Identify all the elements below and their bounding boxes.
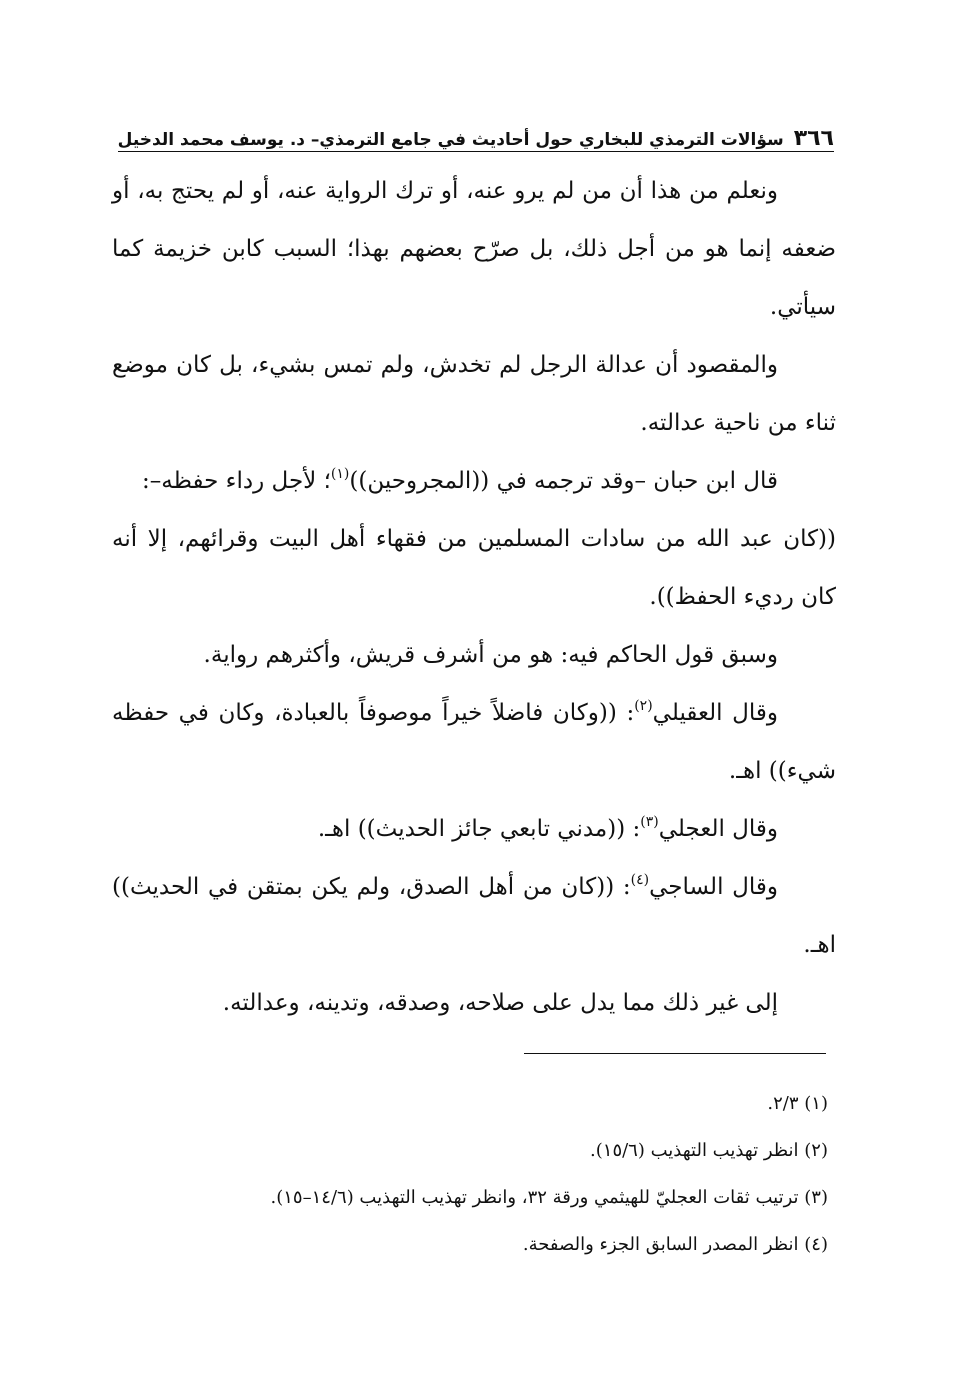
footnote: (٢) انظر تهذيب التهذيب (١٥/٦). [590,1140,828,1161]
footnote-marker: (٢) [634,698,653,714]
paragraph [112,684,836,800]
footnote-divider [524,1053,826,1054]
paragraph: وسبق قول الحاكم فيه: هو من أشرف قريش، وأكثرهم رواية. [203,642,778,668]
quotation: ((كان عبد الله من سادات المسلمين من فقهاء أهل البيت وقرائهم، إلا أنه كان رديء الحفظ)). [112,526,836,610]
page-number: ٣٦٦ [793,126,834,151]
paragraph-text: وقال العقيلي [652,700,778,726]
paragraph [112,858,836,974]
running-header [118,110,834,150]
footnote: (٣) ترتيب ثقات العجليّ للهيثمي ورقة ٣٢، وانظر تهذيب التهذيب (١٤/٦–١٥). [270,1187,828,1208]
paragraph: والمقصود أن عدالة الرجل لم تخدش، ولم تمس بشيء، بل كان موضع ثناء من ناحية عدالته. [112,352,836,436]
paragraph [112,452,836,510]
paragraph-text: : ((مدني تابعي جائز الحديث)) اهـ. [317,816,641,842]
paragraph-text: قال ابن حبان –وقد ترجمه في ((المجروحين)) [349,468,778,494]
footnote: (٤) انظر المصدر السابق الجزء والصفحة. [522,1234,828,1255]
paragraph-text: وقال الساجي [649,874,778,900]
footnote-marker: (٤) [630,872,650,888]
paragraph: ونعلم من هذا أن من لم يرو عنه، أو ترك الرواية عنه، أو لم يحتج به، أو ضعفه إنما هو من أجل ذلك، بل صرّح بعضهم بهذا؛ السبب كابن خزيمة كما سيأتي. [112,178,836,320]
main-text [112,162,836,1032]
paragraph: إلى غير ذلك مما يدل على صلاحه، وصدقه، وتدينه، وعدالته. [222,990,778,1016]
running-title: سؤالات الترمذي للبخاري حول أحاديث في جامع الترمذي– د. يوسف محمد الدخيل [117,129,784,150]
footnotes [112,1080,828,1268]
paragraph-text: : ((وكان فاضلاً خيراً موصوفاً بالعبادة، وكان في حفظه شيء)) اهـ. [112,700,836,784]
paragraph [112,800,836,858]
paragraph-text: ؛ لأجل رداء حفظه–: [142,468,331,494]
footnote: (١) ٢/٣. [767,1093,828,1114]
footnote-marker: (٣) [640,814,659,830]
paragraph-text: وقال العجلي [658,816,778,842]
footnote-marker: (١) [330,466,350,482]
paragraph-text: : ((كان من أهل الصدق، ولم يكن بمتقن في الحديث)) اهـ. [112,874,836,958]
header-divider [118,151,834,152]
